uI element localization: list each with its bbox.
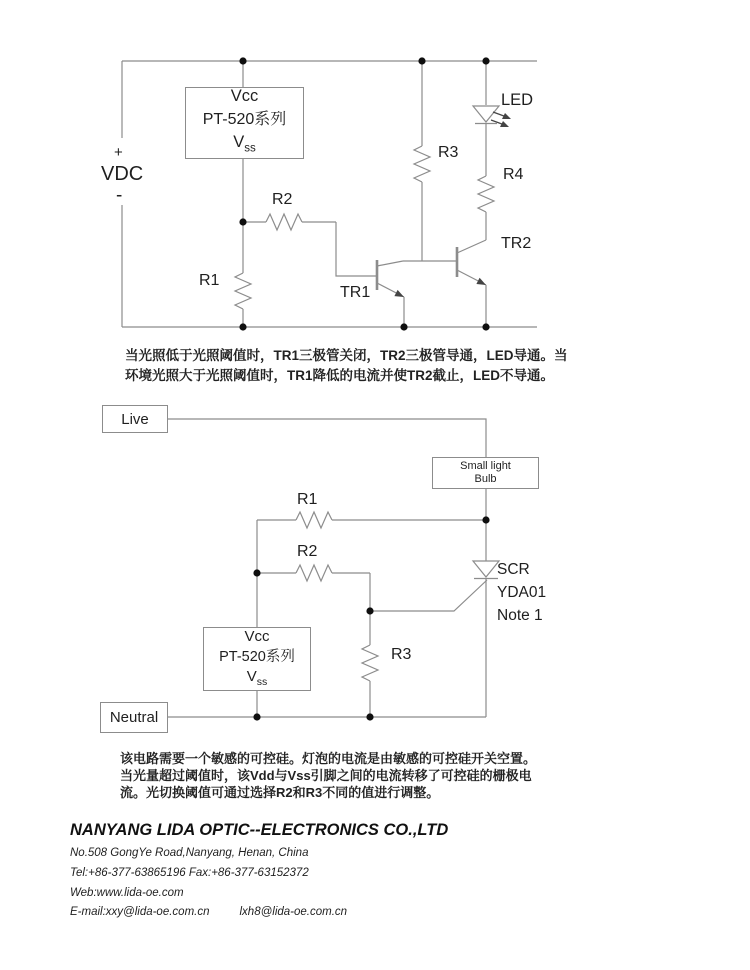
- supply-vdc-label: VDC: [101, 163, 144, 185]
- circuit2-description-line1: 该电路需要一个敏感的可控硅。灯泡的电流是由敏感的可控硅开关空置。: [120, 751, 537, 766]
- neutral-label: Neutral: [109, 709, 159, 726]
- supply-plus-label: +: [114, 144, 123, 161]
- company-tel-fax: Tel:+86-377-63865196 Fax:+86-377-63152372: [70, 867, 309, 879]
- ic1-vss: $V_{ss}$: [233, 133, 256, 155]
- scr-labels: [497, 558, 546, 627]
- circuit2-description-line3: 流。光切换阈值可通过选择R2和R3不同的值进行调整。: [120, 784, 440, 800]
- led-label: LED: [501, 91, 534, 109]
- resistor-r3-c2: [362, 611, 378, 717]
- r1-label-c1: R1: [199, 272, 220, 289]
- circuit2-description: [120, 751, 536, 801]
- scr-note: Note 1: [497, 607, 543, 624]
- ic2-vcc: Vcc: [244, 627, 270, 645]
- r3-label-c1: R3: [438, 144, 459, 161]
- supply-minus-label: -: [116, 185, 123, 206]
- company-address: No.508 GongYe Road,Nanyang, Henan, China: [70, 847, 309, 859]
- ic1-vcc: Vcc: [230, 87, 259, 106]
- r1-label-c2: R1: [297, 491, 318, 508]
- circuit2-description-line2: 当光量超过阈值时，该Vdd与Vss引脚之间的电流转移了可控硅的栅极电: [120, 767, 532, 783]
- scr-label: SCR: [497, 561, 530, 578]
- tr1-label: TR1: [340, 284, 371, 301]
- company-web: Web:www.lida-oe.com: [70, 887, 184, 899]
- small-light-bulb-box: [432, 457, 539, 489]
- resistor-r2-c2: [257, 565, 370, 611]
- transistor-tr2-icon: [457, 240, 486, 327]
- neutral-box: [100, 702, 168, 733]
- ic2-vss: $V_{ss}$: [246, 667, 268, 688]
- live-label: Live: [121, 410, 149, 428]
- company-name: NANYANG LIDA OPTIC--ELECTRONICS CO.,LTD: [70, 821, 449, 839]
- ic2-series: PT-520系列: [219, 648, 295, 665]
- ic-box-circuit2: [203, 627, 311, 691]
- resistor-r2-c1: [243, 214, 376, 276]
- circuit1-description: [125, 346, 568, 385]
- resistor-r4-c1: [478, 176, 494, 240]
- email-primary: E-mail:xxy@lida-oe.com.cn: [70, 906, 210, 918]
- tr2-label: TR2: [501, 235, 532, 252]
- led-icon: [473, 61, 511, 176]
- company-emails: [70, 906, 347, 918]
- email-secondary: lxh8@lida-oe.com.cn: [239, 906, 348, 918]
- ic1-series: PT-520系列: [202, 111, 287, 129]
- transistor-tr1-icon: [377, 260, 457, 327]
- r4-label-c1: R4: [503, 166, 524, 183]
- resistor-r1-c2: [257, 512, 486, 528]
- bulb-label-line1: Small light: [460, 459, 511, 472]
- scr-icon: [370, 561, 499, 717]
- live-box: [102, 405, 168, 433]
- resistor-r3-c1: [414, 61, 430, 261]
- r3-label-c2: R3: [391, 646, 412, 663]
- circuit1-description-line2: 环境光照大于光照阈值时，TR1降低的电流并使TR2截止，LED不导通。: [125, 367, 555, 383]
- r2-label-c2: R2: [297, 543, 318, 560]
- r2-label-c1: R2: [272, 191, 293, 208]
- resistor-r1-c1: [235, 222, 251, 327]
- bulb-label-line2: Bulb: [474, 473, 497, 485]
- ic-box-circuit1: [185, 87, 304, 159]
- scr-part-number: YDA01: [497, 584, 547, 601]
- circuit1-description-line1: 当光照低于光照阈值时，TR1三极管关闭，TR2三极管导通，LED导通。当: [125, 348, 568, 363]
